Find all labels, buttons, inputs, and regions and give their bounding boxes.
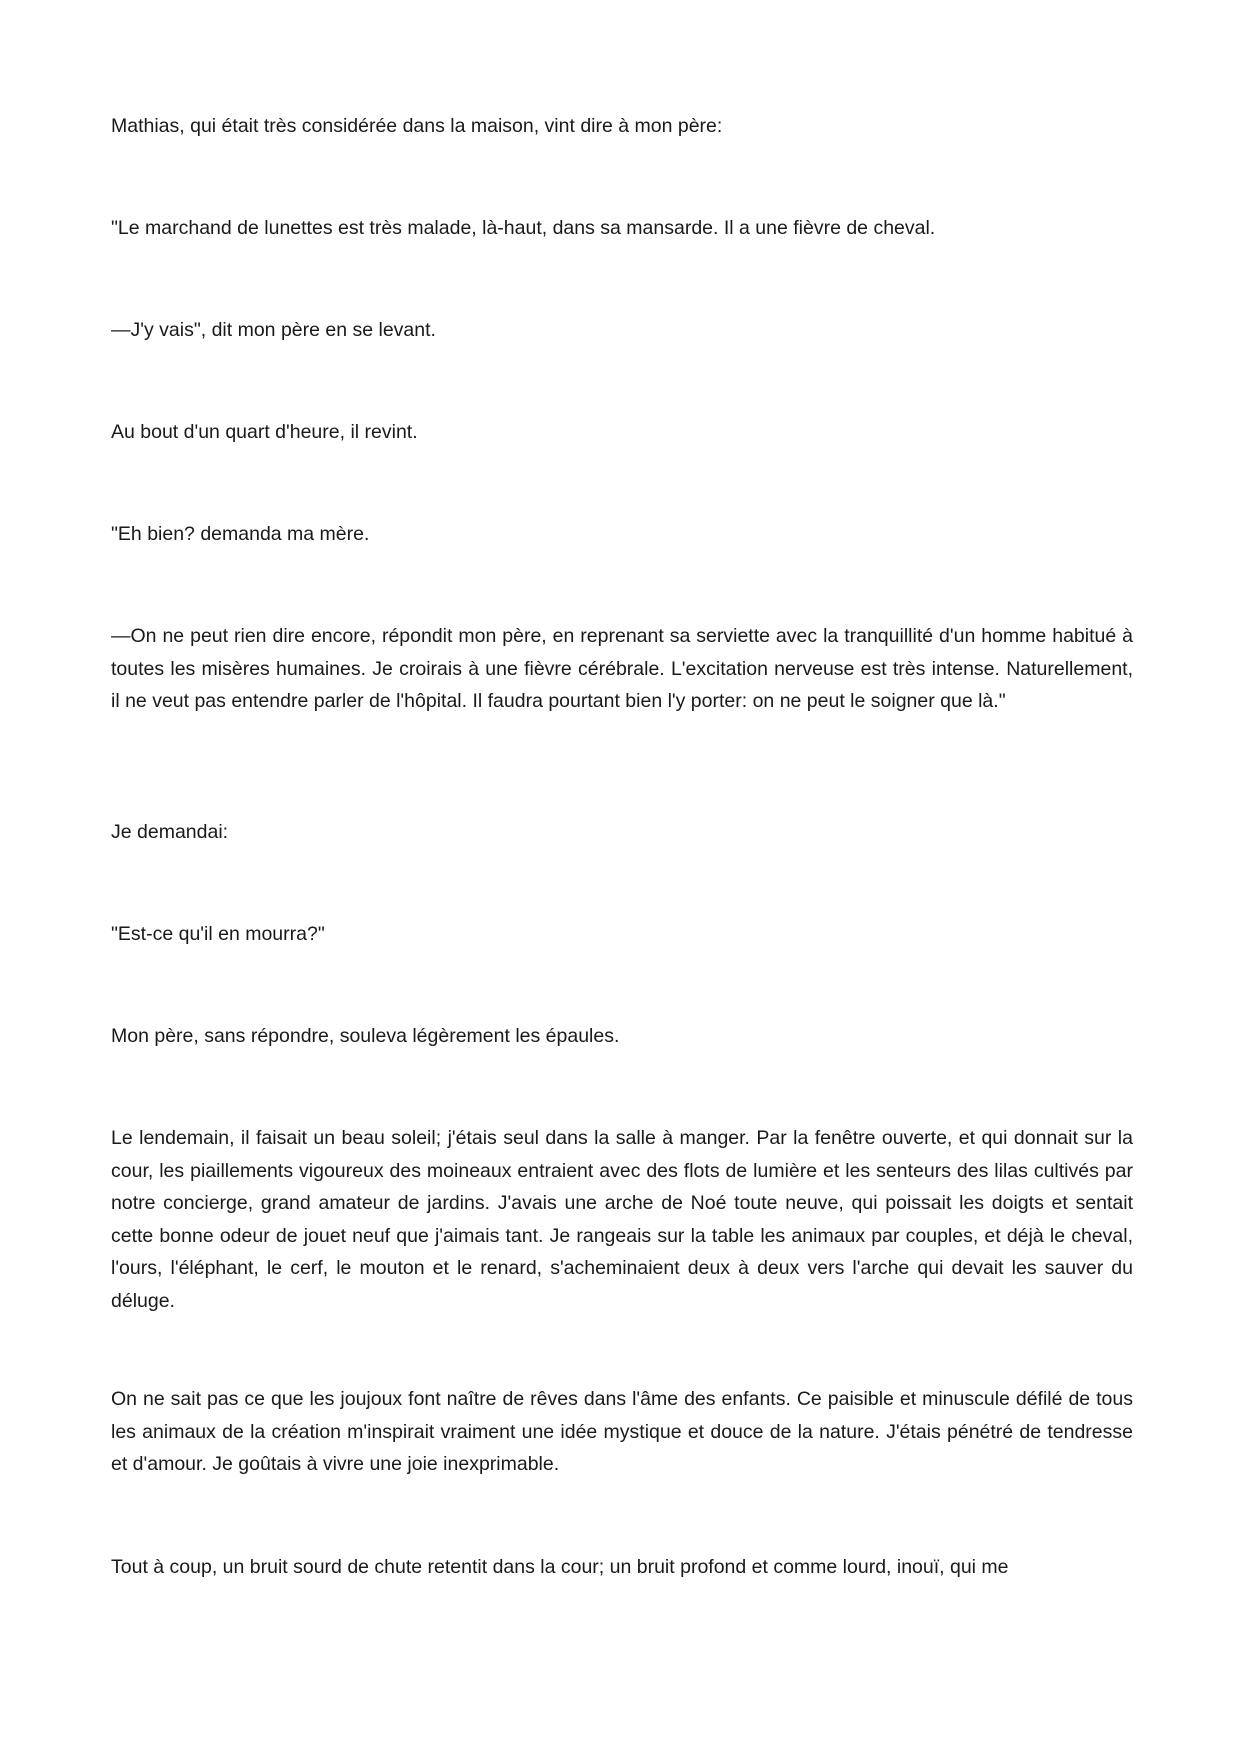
paragraph: Tout à coup, un bruit sourd de chute retentit dans la cour; un bruit profond et comme lourd, inouï, qui me — [111, 1556, 1009, 1578]
paragraph: "Est-ce qu'il en mourra?" — [111, 923, 325, 945]
paragraph: Le lendemain, il faisait un beau soleil; j'étais seul dans la salle à manger. Par la fenêtre ouverte, et qui donnait sur la cour, les piaillements vigoureux des moineaux entraient avec des flots de lumière et les senteurs des lilas cultivés par notre concierge, grand amateur de jardins. J'avais une arche de Noé toute neuve, qui poissait les doigts et sentait cette bonne odeur de jouet neuf que j'aimais tant. Je rangeais sur la table les animaux par couples, et déjà le cheval, l'ours, l'éléphant, le cerf, le mouton et le renard, s'acheminaient deux à deux vers l'arche qui devait les sauver du déluge. — [111, 1127, 1133, 1312]
paragraph: —On ne peut rien dire encore, répondit mon père, en reprenant sa serviette avec la tranquillité d'un homme habitué à toutes les misères humaines. Je croirais à une fièvre cérébrale. L'excitation nerveuse est très intense. Naturellement, il ne veut pas entendre parler de l'hôpital. Il faudra pourtant bien l'y porter: on ne peut le soigner que là." — [111, 625, 1133, 712]
paragraph: Mathias, qui était très considérée dans la maison, vint dire à mon père: — [111, 115, 723, 137]
paragraph: On ne sait pas ce que les joujoux font naître de rêves dans l'âme des enfants. Ce paisible et minuscule défilé de tous les animaux de la création m'inspirait vraiment une idée mystique et douce de la nature. J'étais pénétré de tendresse et d'amour. Je goûtais à vivre une joie inexprimable. — [111, 1388, 1133, 1475]
paragraph: "Le marchand de lunettes est très malade, là-haut, dans sa mansarde. Il a une fièvre de cheval. — [111, 217, 936, 239]
paragraph: Mon père, sans répondre, souleva légèrement les épaules. — [111, 1025, 620, 1047]
paragraph: Au bout d'un quart d'heure, il revint. — [111, 421, 418, 443]
paragraph: "Eh bien? demanda ma mère. — [111, 523, 370, 545]
paragraph: —J'y vais", dit mon père en se levant. — [111, 319, 436, 341]
paragraph: Je demandai: — [111, 821, 229, 843]
